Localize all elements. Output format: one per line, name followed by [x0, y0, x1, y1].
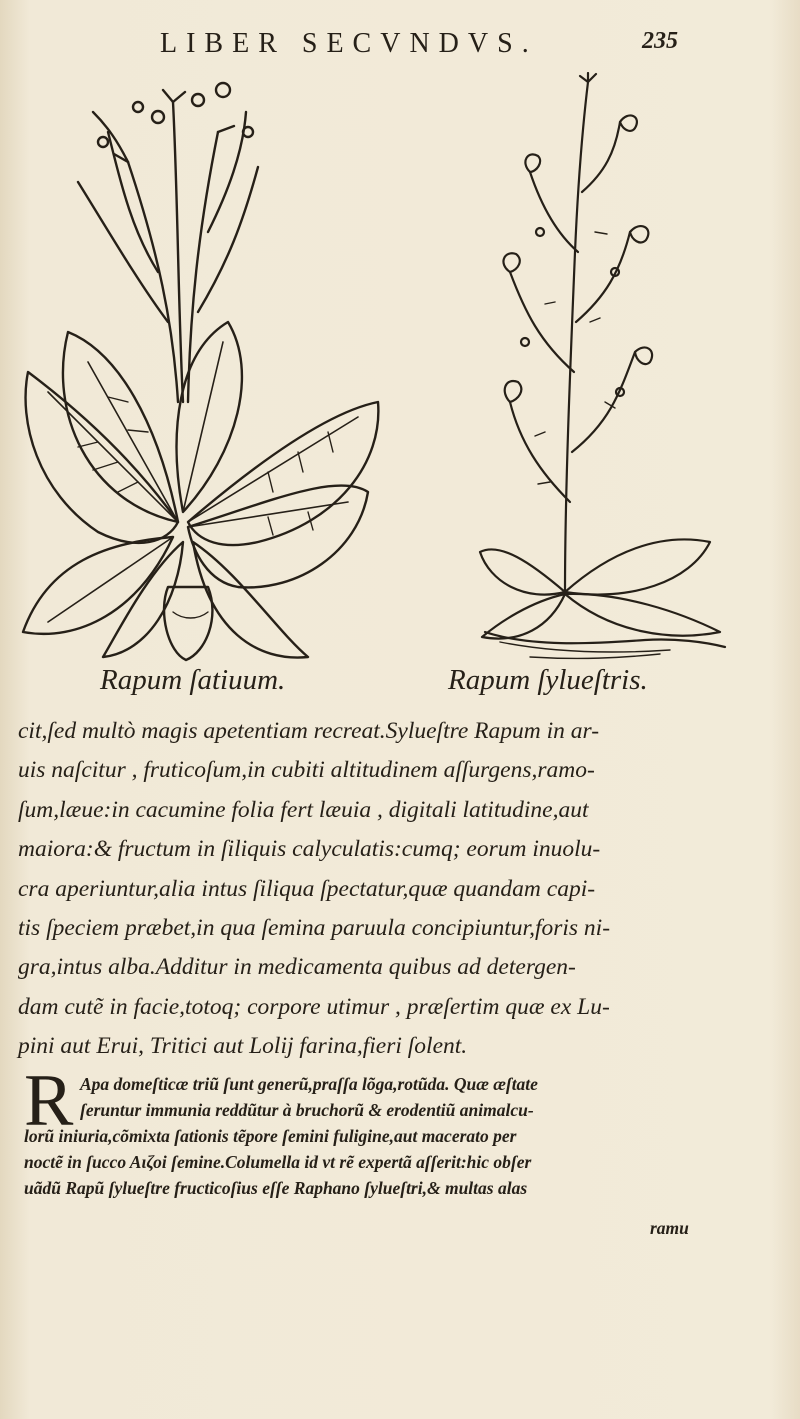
text-line: uis naſcitur , fruticoſum,in cubiti altitudinem aſſurgens,ramo- [18, 757, 595, 784]
commentary-line: ſeruntur immunia reddũtur à bruchorũ & erodentiũ animalcu- [80, 1100, 534, 1120]
text-line: gra,intus alba.Additur in medicamenta quibus ad detergen- [18, 954, 576, 981]
text-line: dam cutẽ in facie,totoq; corpore utimur , præſertim quæ ex Lu- [18, 993, 610, 1020]
catchword: ramu [650, 1218, 689, 1238]
commentary-line: Apa domeſticæ triũ ſunt generũ,praſſa lõga,rotũda. Quæ æſtate [80, 1074, 538, 1094]
text-line: cit,ſed multò magis apetentiam recreat.Sylueſtre Rapum in ar- [18, 718, 600, 744]
figure-caption-right: Rapum ſylueſtris. [448, 664, 648, 696]
drop-capital: R [24, 1060, 74, 1142]
text-line: cra aperiuntur,alia intus ſiliqua ſpectatur,quæ quandam capi- [18, 875, 596, 902]
woodcut-rapum-satiuum [8, 72, 390, 662]
page-header [0, 28, 800, 62]
text-line: ſum,læue:in cacumine folia fert læuia , digitali latitudine,aut [18, 796, 589, 823]
commentary-line: uãdũ Rapũ ſylueſtre fructicoſius eſſe Raphano ſylueſtri,& multas alas [24, 1178, 528, 1198]
main-text [18, 712, 698, 1067]
woodcut-rapum-sylvestris [470, 72, 732, 660]
running-title: LIBER SECVNDVS. [160, 28, 538, 59]
commentary-line: lorũ iniuria,cõmixta ſationis tẽpore ſemini fuligine,aut macerato per [24, 1126, 517, 1146]
folio-number: 235 [642, 28, 678, 54]
text-line: tis ſpeciem præbet,in qua ſemina paruula concipiuntur,foris ni- [18, 915, 611, 942]
text-line: maiora:& fructum in ſiliquis calyculatis:cumq; eorum inuolu- [18, 836, 601, 863]
commentary-line: noctẽ in ſucco Aιζοi ſemine.Columella id vt rẽ expertã aſſerit:hic obſer [24, 1152, 532, 1172]
text-line: pini aut Erui, Tritici aut Lolij farina,fieri ſolent. [18, 1033, 468, 1060]
figure-caption-left: Rapum ſatiuum. [100, 664, 286, 696]
